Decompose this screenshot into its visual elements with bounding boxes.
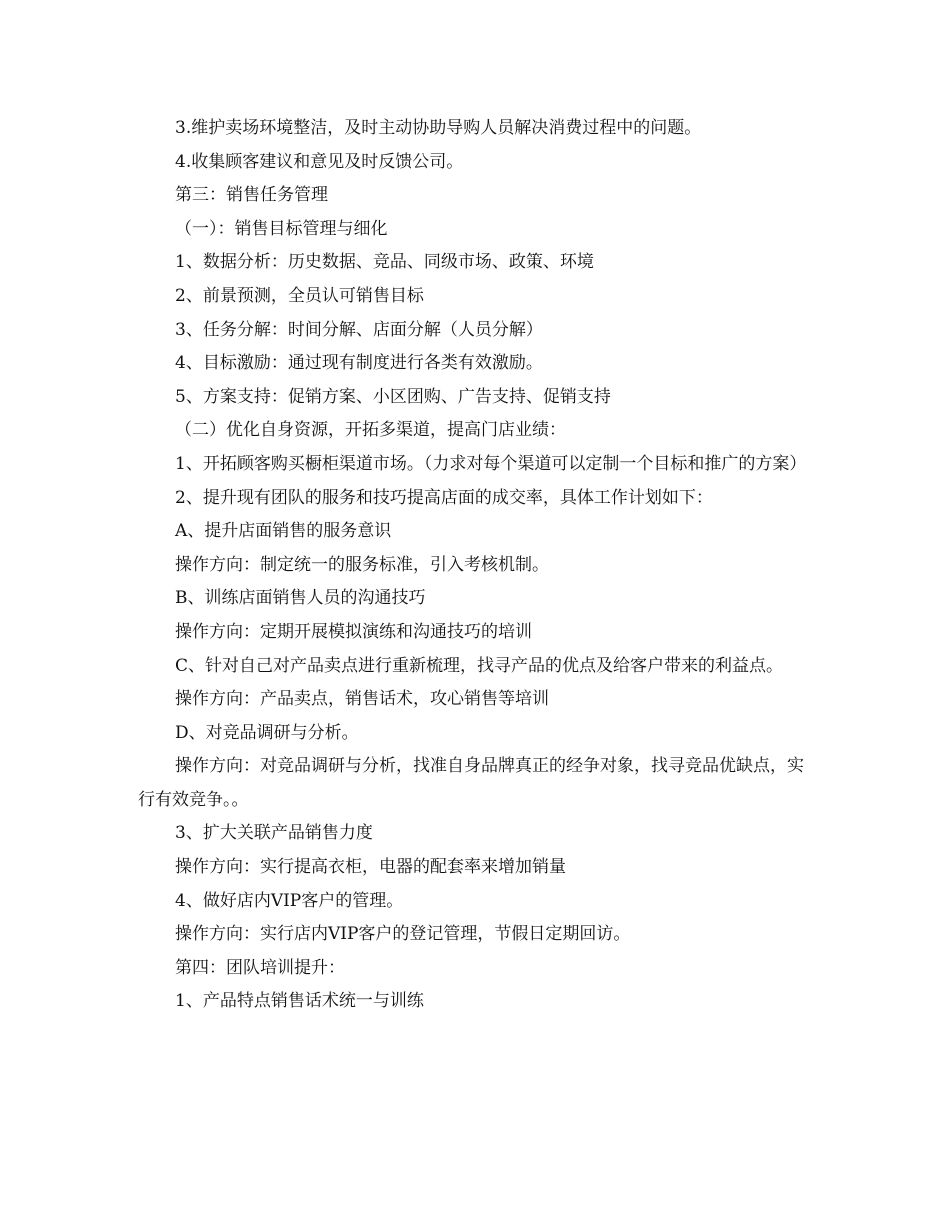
subsection-heading-1: （一）：销售目标管理与细化 bbox=[175, 218, 388, 239]
paragraph-15: B、训练店面销售人员的沟通技巧 bbox=[175, 588, 426, 609]
paragraph-1: 3.维护卖场环境整洁，及时主动协助导购人员解决消费过程中的问题。 bbox=[175, 118, 702, 138]
paragraph-22: 操作方向：实行提高衣柜，电器的配套率来增加销量 bbox=[175, 857, 566, 878]
paragraph-7: 3、任务分解：时间分解、店面分解（人员分解） bbox=[175, 319, 543, 340]
paragraph-20: 操作方向：对竞品调研与分析，找准自身品牌真正的经争对象，找寻竞品优缺点，实行有效竞争。。 bbox=[138, 756, 804, 810]
paragraph-23: 4、做好店内VIP客户的管理。 bbox=[175, 890, 404, 911]
paragraph-2: 4.收集顾客建议和意见及时反馈公司。 bbox=[175, 151, 464, 172]
paragraph-18: 操作方向：产品卖点，销售话术，攻心销售等培训 bbox=[175, 689, 549, 710]
subsection-heading-2: （二）优化自身资源，开拓多渠道，提高门店业绩： bbox=[175, 420, 566, 441]
document-body bbox=[138, 112, 814, 1019]
paragraph-14: 操作方向：制定统一的服务标准，引入考核机制。 bbox=[175, 554, 549, 575]
paragraph-8: 4、目标激励：通过现有制度进行各类有效激励。 bbox=[175, 353, 543, 374]
section-heading-3: 第三：销售任务管理 bbox=[175, 185, 328, 206]
paragraph-19: D、对竞品调研与分析。 bbox=[175, 722, 359, 743]
paragraph-26: 1、产品特点销售话术统一与训练 bbox=[175, 991, 424, 1012]
paragraph-21: 3、扩大关联产品销售力度 bbox=[175, 823, 373, 844]
paragraph-9: 5、方案支持：促销方案、小区团购、广告支持、促销支持 bbox=[175, 386, 611, 407]
paragraph-24: 操作方向：实行店内VIP客户的登记管理，节假日定期回访。 bbox=[175, 924, 631, 945]
paragraph-13: A、提升店面销售的服务意识 bbox=[175, 521, 392, 542]
paragraph-5: 1、数据分析：历史数据、竞品、同级市场、政策、环境 bbox=[175, 252, 594, 273]
paragraph-16: 操作方向：定期开展模拟演练和沟通技巧的培训 bbox=[175, 621, 532, 642]
section-heading-4: 第四：团队培训提升： bbox=[175, 957, 345, 978]
paragraph-12: 2、提升现有团队的服务和技巧提高店面的成交率，具体工作计划如下： bbox=[175, 487, 713, 508]
paragraph-6: 2、前景预测，全员认可销售目标 bbox=[175, 285, 424, 306]
paragraph-17: C、针对自己对产品卖点进行重新梳理，找寻产品的优点及给客户带来的利益点。 bbox=[175, 655, 784, 676]
paragraph-11: 1、开拓顾客购买橱柜渠道市场。（力求对每个渠道可以定制一个目标和推广的方案） bbox=[175, 453, 807, 474]
